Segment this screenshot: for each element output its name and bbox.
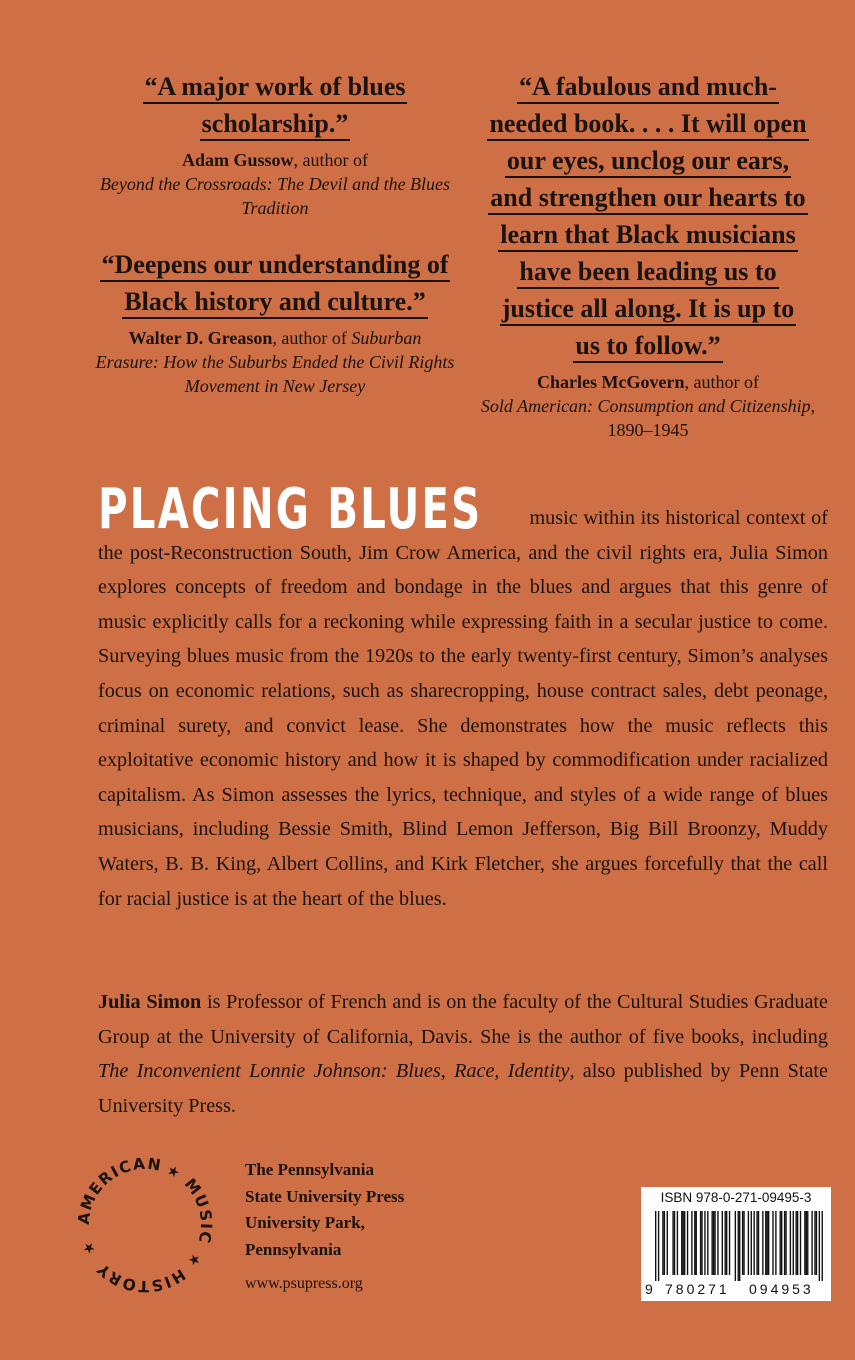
svg-text:★: ★ [183,1249,205,1270]
title-graphic: PLACING BLUES [98,477,483,542]
book-description [98,478,828,916]
series-seal [70,1150,220,1300]
svg-text:★: ★ [79,1238,100,1257]
isbn-label: ISBN 978-0-271-09495-3 [660,1190,812,1205]
publisher-name: The Pennsylvania State University Press University Park, Pennsylvania [245,1160,405,1259]
barcode-bars [655,1211,823,1281]
svg-text:AMERICAN [75,1155,164,1226]
author-name: Julia Simon [98,991,202,1013]
left-blurbs [95,68,455,398]
right-blurb [462,68,834,442]
blurb-attribution-greason: Walter D. Greason, author of Suburban Erasure: How the Suburbs Ended the Civil Rights Movement in New Jersey [95,328,455,396]
seal-word-history: HISTORY [92,1259,189,1296]
isbn-barcode: ISBN 978-0-271-09495-3 9 780271 094953 [641,1187,831,1301]
description-text: music within its historical context of the post-Reconstruction South, Jim Crow America, and the civil rights era, Julia Simon explores concepts of freedom and bondage in the blues and argues that this genre of music explicitly calls for a reckoning while expressing faith in a secular justice to come. Surveying blues music from the 1920s to the early twenty-first century, Simon’s analyses focus on economic relations, such as sharecropping, house contract sales, debt peonage, criminal surety, and convict lease. She demonstrates how the music reflects this exploitative economic history and how it is shaped by commodification under racialized capitalism. As Simon assesses the lyrics, technique, and styles of a wide range of blues musicians, including Bessie Smith, Blind Lemon Jefferson, Big Bill Broonzy, Muddy Waters, B. B. King, Albert Collins, and Kirk Fletcher, she argues forcefully that the call for racial justice is at the heart of the blues. [98,507,829,910]
publisher-url[interactable]: www.psupress.org [245,1275,363,1292]
blurb-attribution-gussow: Adam Gussow, author of Beyond the Crossroads: The Devil and the Blues Tradition [99,150,451,218]
blurb-quote-mcgovern: “A fabulous and much- needed book. . . . It will open our eyes, unclog our ears, and strengthen our hearts to learn that Black musicians have been leading us to justice all along. It is up to us to follow.” [462,68,834,364]
seal-word-american: AMERICAN [74,1154,164,1226]
author-bio: Julia Simon is Professor of French and is on the faculty of the Cultural Studies Graduate Group at the University of California, Davis. She is the author of five books, including The Inconvenient Lonnie Johnson: Blues, Race, Identity, also published by Penn State University Press. [98,991,828,1117]
blurb-attribution-mcgovern: Charles McGovern, author of Sold American: Consumption and Citizenship, 1890–1945 [480,372,816,440]
svg-text:HISTORY [93,1259,188,1295]
blurb-quote-gussow: “A major work of blues scholarship.” [95,68,455,142]
seal-word-music: MUSIC [180,1175,216,1246]
author-book-title: The Inconvenient Lonnie Johnson: Blues, Race, Identity [98,1060,570,1083]
svg-text:★: ★ [163,1162,183,1183]
blurb-quote-greason: “Deepens our understanding of Black history and culture.” [95,246,455,320]
svg-text:MUSIC [181,1175,215,1246]
